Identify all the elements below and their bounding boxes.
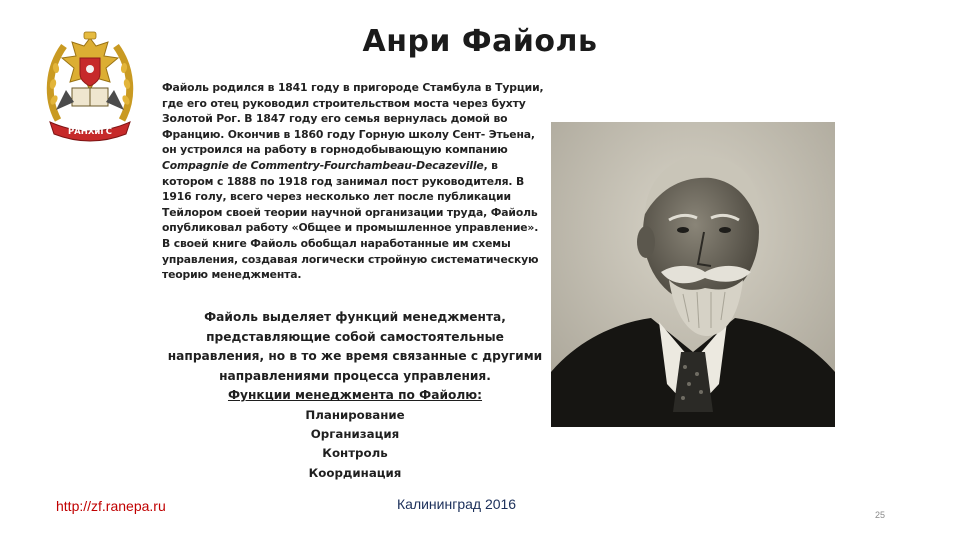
statement-line: Файоль выделяет функций менеджмента, — [204, 310, 506, 324]
paragraph-line: котором с 1888 по 1918 год занимал пост руководителя. В — [162, 174, 525, 188]
statement-line: представляющие собой самостоятельные — [206, 329, 504, 344]
ranepa-emblem-icon — [44, 28, 136, 146]
company-line — [162, 158, 547, 174]
functions-block — [160, 308, 550, 483]
company-suffix: , в — [483, 158, 498, 172]
paragraph-line: где его отец руководил строительством моста через бухту — [162, 96, 526, 110]
function-item: Планирование — [305, 407, 405, 422]
function-item: Координация — [308, 465, 402, 480]
paragraph-line: Файоль родился в 1841 году в пригороде Стамбула в Турции, — [162, 81, 544, 94]
statement-line: направлениями процесса управления. — [219, 368, 491, 383]
paragraph-line: Тейлором своей теории научной организации труда, Файоль — [162, 205, 538, 219]
website-link[interactable]: http://zf.ranepa.ru — [56, 498, 166, 514]
paragraph-line: Францию. Окончив в 1860 году Горную школу Сент- Этьена, — [162, 127, 535, 141]
footer-city-year: Калининград 2016 — [397, 496, 517, 512]
paragraph-line: он устроился на работу в горнодобывающую компанию — [162, 143, 508, 157]
paragraph-line: теорию менеджмента. — [162, 268, 302, 282]
paragraph-line: Золотой Рог. В 1847 году его семья вернулась домой во — [162, 112, 508, 126]
statement-line: направления, но в то же время связанные с другими — [167, 349, 543, 364]
portrait-photo — [551, 122, 835, 427]
emblem-ribbon-text: РАНХиГС — [67, 127, 113, 137]
paragraph-line: В своей книге Файоль обобщал наработанные им схемы — [162, 236, 511, 250]
biography-paragraph — [162, 80, 547, 283]
company-name: Compagnie de Commentry-Fourchambeau-Decazeville — [162, 158, 484, 172]
paragraph-line: управления, создавая логически стройную систематическую — [162, 252, 539, 266]
function-item: Контроль — [322, 446, 388, 461]
slide-title: Анри Файоль — [362, 24, 598, 59]
paragraph-line: опубликовал работу «Общее и промышленное управление». — [162, 221, 539, 235]
paragraph-line: 1916 голу, всего через несколько лет после публикации — [162, 190, 511, 204]
function-item: Организация — [310, 427, 400, 442]
functions-heading: Функции менеджмента по Файолю: — [227, 388, 483, 403]
page-number: 25 — [875, 510, 886, 520]
